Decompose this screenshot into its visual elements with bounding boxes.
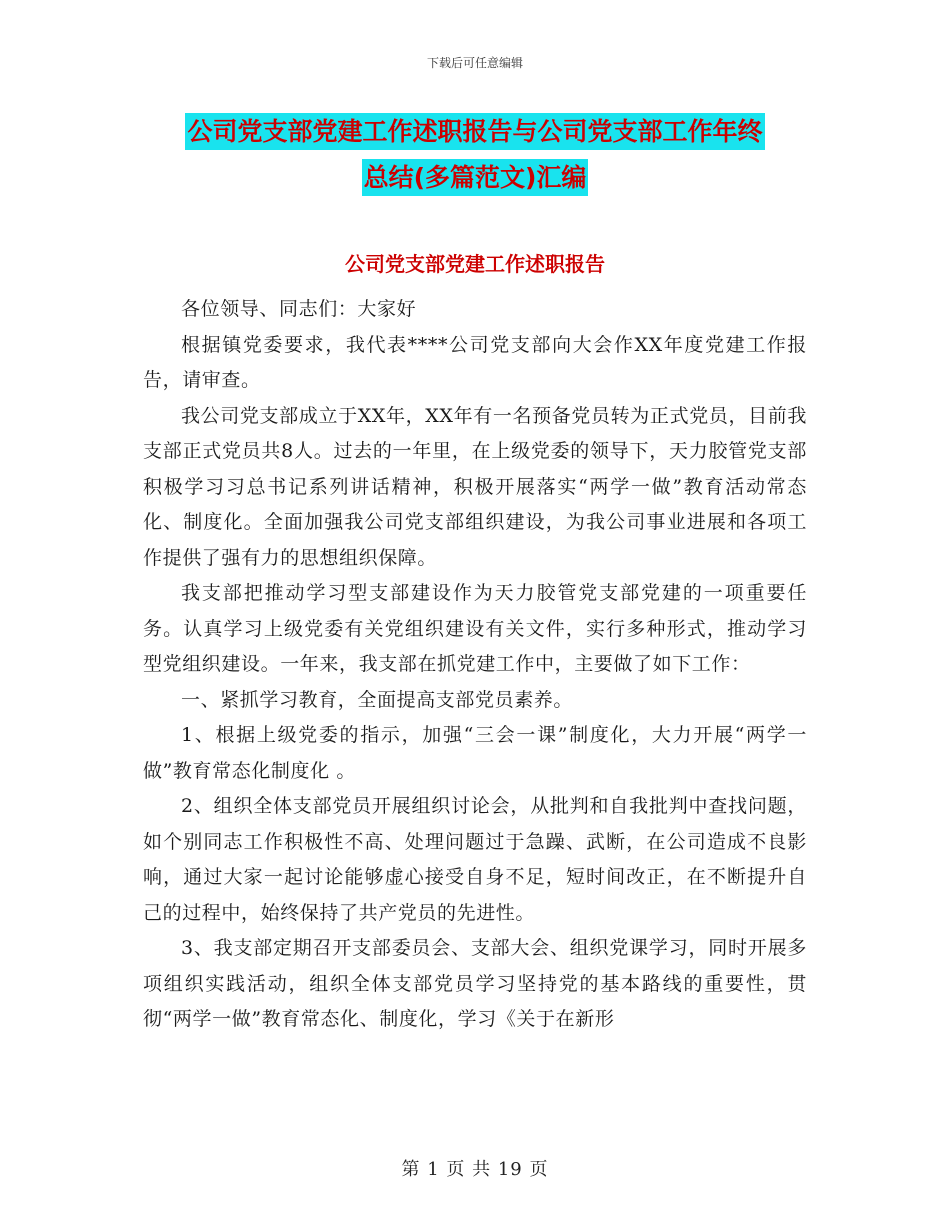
header-note: 下载后可任意编辑 (426, 56, 523, 70)
paragraph: 我公司党支部成立于XX年，XX年有一名预备党员转为正式党员，目前我支部正式党员共8人。过去的一年里，在上级党委的领导下，天力胶管党支部积极学习习总书记系列讲话精神，积极开展落实“两学一做”教育活动常态化、制度化。全面加强我公司党支部组织建设，为我公司事业进展和各项工作提供了强有力的思想组织保障。 (143, 404, 807, 569)
document-title-line-2-text: 总结(多篇范文)汇编 (362, 159, 589, 196)
paragraph: 1、根据上级党委的指示，加强“三会一课”制度化，大力开展“两学一做”教育常态化制度化 。 (143, 724, 807, 782)
document-body (143, 292, 807, 1038)
paragraph: 我支部把推动学习型支部建设作为天力胶管党支部党建的一项重要任务。认真学习上级党委有关党组织建设有关文件，实行多种形式，推动学习型党组织建设。一年来，我支部在抓党建工作中，主要做了如下工作： (143, 582, 807, 675)
paragraph: 根据镇党委要求，我代表****公司党支部向大会作XX年度党建工作报告，请审查。 (143, 333, 807, 391)
document-title-line-1 (0, 112, 950, 148)
paragraph: 2、组织全体支部党员开展组织讨论会，从批判和自我批判中查找问题，如个别同志工作积极性不高、处理问题过于急躁、武断，在公司造成不良影响，通过大家一起讨论能够虚心接受自身不足，短时间改正，在不断提升自己的过程中，始终保持了共产党员的先进性。 (143, 795, 807, 924)
section-title: 公司党支部党建工作述职报告 (345, 252, 605, 276)
paragraph-greeting: 各位领导、同志们：大家好 (181, 298, 417, 320)
document-title-line-1-text: 公司党支部党建工作述职报告与公司党支部工作年终 (185, 113, 764, 150)
paragraph: 3、我支部定期召开支部委员会、支部大会、组织党课学习，同时开展多项组织实践活动，组织全体支部党员学习坚持党的基本路线的重要性，贯彻“两学一做”教育常态化、制度化，学习《关于在新形 (143, 937, 807, 1030)
page-footer: 第 1 页 共 19 页 (401, 1159, 549, 1180)
document-title-line-2 (0, 158, 950, 194)
paragraph-heading: 一、紧抓学习教育，全面提高支部党员素养。 (181, 688, 574, 711)
